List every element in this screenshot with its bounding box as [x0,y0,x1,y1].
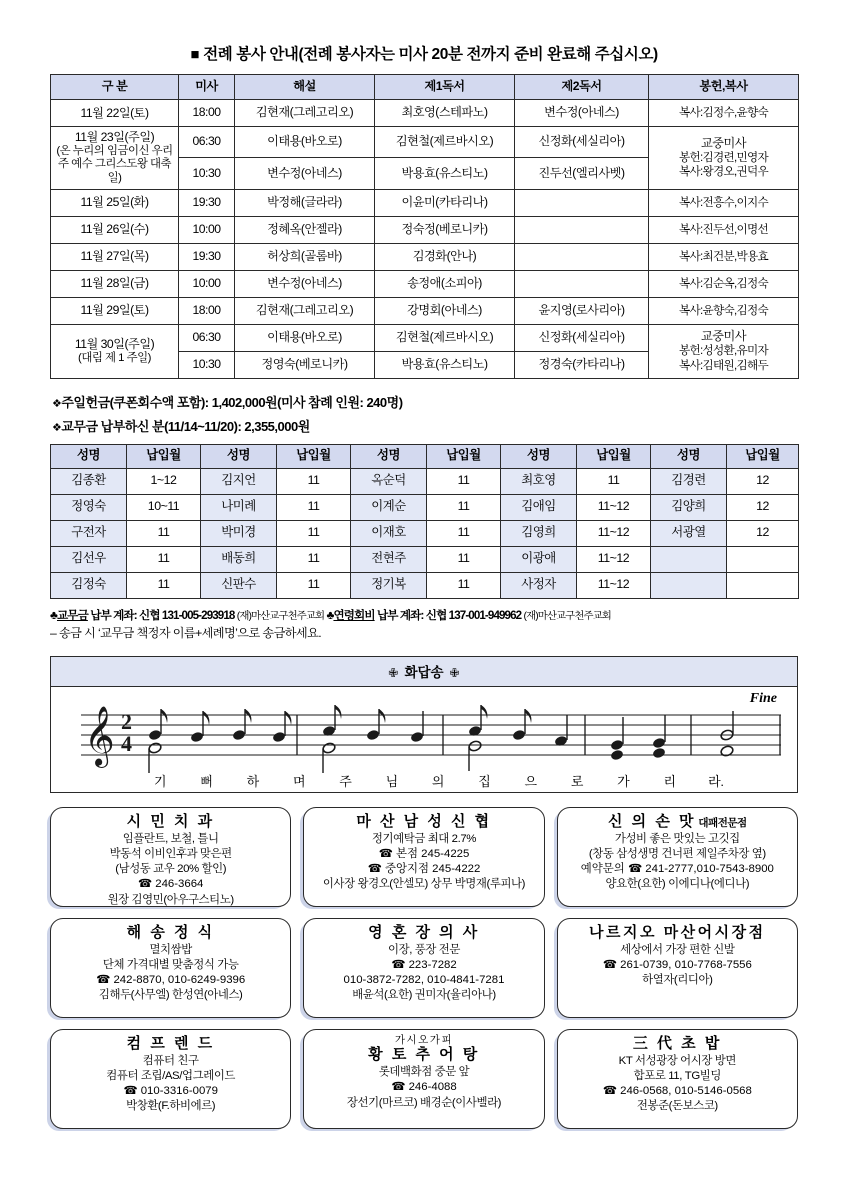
dues-table-body [51,468,799,598]
dues-name-cell: 이계순 [351,494,427,520]
dues-month-cell: 12 [727,468,799,494]
ad-detail-line: 박창환(F.하비에르) [126,1100,216,1113]
liturgy-offering-cell: 교중미사 봉헌:성성환,유미자 복사:김태원,김해두 [649,324,799,378]
dues-col-month: 납입월 [577,444,651,468]
advertisement-card[interactable] [557,807,798,907]
liturgy-col-offering: 봉헌,복사 [649,75,799,100]
ad-detail-line: 정기예탁금 최대 2.7% [371,832,477,845]
liturgy-offering-cell: 복사:윤향숙,김정숙 [649,297,799,324]
liturgy-time-cell: 06:30 [179,127,235,158]
dues-name-cell: 이광애 [501,546,577,572]
liturgy-time-cell: 10:00 [179,270,235,297]
liturgy-reading1-cell: 최호영(스테파노) [375,100,515,127]
dues-name-cell: 정기복 [351,572,427,598]
table-row [51,546,799,572]
dues-name-cell: 전현주 [351,546,427,572]
dues-col-name: 성명 [651,444,727,468]
liturgy-col-mass: 미사 [179,75,235,100]
liturgy-time-cell: 19:30 [179,189,235,216]
liturgy-commentary-cell: 허상희(골롬바) [235,243,375,270]
ad-phone-line: ☎ 246-3664 [137,878,204,891]
liturgy-day-cell: 11월 28일(금) [51,270,179,297]
ad-phone-line: 예약문의 ☎ 241-2777,010-7543-8900 [580,863,774,876]
hymn-lyric-syllable: 며 [292,773,306,789]
ad-detail-line: 임플란트, 보철, 틀니 [122,832,219,845]
ad-phone-line: ☎ 중앙지점 245-4222 [367,863,481,876]
responsorial-psalm-section [50,656,798,793]
table-row [51,270,799,297]
dues-month-cell: 11 [277,546,351,572]
ad-name-suffix: 대패전문점 [695,816,747,829]
liturgy-reading2-cell: 진두선(엘리사벳) [515,158,649,189]
liturgy-reading1-cell: 박용효(유스티노) [375,351,515,378]
diamond-bullet-icon: ❖ [52,421,62,434]
dues-name-cell: 신판수 [201,572,277,598]
memorial-fee-number: 납부 계좌: 신협 137-001-949962 [374,608,524,622]
liturgy-reading2-cell: 정경숙(카타리나) [515,351,649,378]
hymn-lyrics [51,771,797,790]
advertisement-card[interactable] [50,918,291,1018]
advertisement-card[interactable] [303,1029,544,1129]
ad-detail-line: 양요한(요한) 이에디나(에디나) [605,878,750,891]
liturgy-reading1-cell: 김경화(안나) [375,243,515,270]
dues-col-name: 성명 [351,444,427,468]
ad-detail-line: 원장 김영민(아우구스티노) [107,893,234,906]
dues-month-cell: 10~11 [127,494,201,520]
ad-detail-line: KT 서성광장 어시장 방면 [618,1054,736,1067]
liturgy-table-header-row [51,75,799,100]
liturgy-offering-cell: 복사:전흥수,이지수 [649,189,799,216]
ad-phone-line: ☎ 본점 245-4225 [378,847,470,860]
ad-detail-line: 컴퓨터 친구 [142,1054,199,1067]
hymn-lyric-syllable: 라. [708,773,724,789]
liturgy-day-cell: 11월 26일(수) [51,216,179,243]
liturgy-col-reading2: 제2독서 [515,75,649,100]
ad-detail-line: 세상에서 가장 편한 신발 [620,943,735,956]
liturgy-reading1-cell: 송정애(소피아) [375,270,515,297]
ad-business-name: 황 토 추 어 탕 [368,1046,480,1064]
filled-square-icon: ◾ [190,46,200,61]
dues-name-cell: 김애임 [501,494,577,520]
liturgy-reading1-cell: 이윤미(카타리나) [375,189,515,216]
liturgy-reading2-cell [515,270,649,297]
dues-month-cell: 11~12 [577,520,651,546]
memorial-fee-org: (재)마산교구천주교회 [523,610,611,622]
advertisement-card[interactable] [50,1029,291,1129]
table-row [51,494,799,520]
dues-col-name: 성명 [201,444,277,468]
dues-name-cell: 김양희 [651,494,727,520]
liturgy-commentary-cell: 변수정(아네스) [235,270,375,297]
ad-detail-line: 김해두(사무엘) 한성연(아네스) [98,989,243,1002]
liturgy-day-cell: 11월 23일(주일) (온 누리의 임금이신 우리 주 예수 그리스도왕 대축일) [51,127,179,190]
dues-month-cell: 11 [127,572,201,598]
advertisement-card[interactable] [557,918,798,1018]
table-row [51,297,799,324]
table-row [51,189,799,216]
dues-month-cell: 11 [277,494,351,520]
ad-business-name: 컴 프 렌 드 [126,1034,215,1052]
ad-business-name: 해 송 정 식 [126,923,215,941]
dues-name-cell: 김영희 [501,520,577,546]
liturgy-reading1-cell: 박용효(유스티노) [375,158,515,189]
liturgy-offering-cell: 교중미사 봉헌:김경련,민영자 복사:왕경오,권덕우 [649,127,799,190]
liturgy-time-cell: 10:00 [179,216,235,243]
ad-phone-line: ☎ 010-3316-0079 [123,1085,218,1098]
dues-month-cell: 11 [577,468,651,494]
hymn-lyric-syllable: 주 [339,773,352,789]
dues-name-cell: 사정자 [501,572,577,598]
liturgy-time-cell: 19:30 [179,243,235,270]
ad-detail-line: 장선기(마르코) 배경순(이사벨라) [346,1096,502,1109]
ad-detail-line: 단체 가격대별 맞춤정식 가능 [102,958,239,971]
dues-month-cell: 11 [277,468,351,494]
dues-col-name: 성명 [501,444,577,468]
note-church-dues-text: 교무금 납부하신 분(11/14~11/20): 2,355,000원 [61,418,310,434]
table-row [51,100,799,127]
liturgy-col-commentary: 해설 [235,75,375,100]
advertisement-card[interactable] [303,807,544,907]
hymn-lyric-syllable: 가 [617,773,630,789]
liturgy-day-cell: 11월 29일(토) [51,297,179,324]
ad-detail-line: 010-3872-7282, 010-4841-7281 [343,974,505,987]
ad-detail-line: 롯데백화점 중문 앞 [378,1066,470,1079]
advertisement-row [50,807,798,907]
dues-payers-table [50,444,799,599]
note-church-dues [50,414,798,438]
dues-account-number: 납부 계좌: 신협 131-005-293918 [87,608,237,622]
dues-month-cell: 11 [277,520,351,546]
club-bullet-icon-2: ♣ [326,607,334,622]
advertisement-card[interactable] [557,1029,798,1129]
ad-detail-line: 전봉준(돈보스코) [636,1100,718,1113]
dues-name-cell: 김선우 [51,546,127,572]
liturgy-commentary-cell: 정영숙(베로니카) [235,351,375,378]
liturgy-day-cell: 11월 25일(화) [51,189,179,216]
ad-detail-line: 컴퓨터 조립/AS/업그레이드 [106,1069,236,1082]
liturgy-offering-cell: 복사:김정수,윤향숙 [649,100,799,127]
liturgy-service-table [50,74,799,379]
dues-name-cell: 김종환 [51,468,127,494]
advertisement-row [50,918,798,1018]
svg-text:2: 2 [121,708,132,734]
dues-month-cell: 11 [277,572,351,598]
ad-business-name: 마 산 남 성 신 협 [356,812,492,830]
note-sunday-offering [50,390,798,414]
dues-month-cell: 11~12 [577,572,651,598]
liturgy-commentary-cell: 이태용(바오로) [235,324,375,351]
dues-month-cell: 11 [427,468,501,494]
dues-name-cell [651,572,727,598]
dues-col-name: 성명 [51,444,127,468]
hymn-notation-area [51,687,797,792]
dues-month-cell: 11~12 [577,494,651,520]
ad-business-name: 영 혼 장 의 사 [368,923,480,941]
dues-col-month: 납입월 [427,444,501,468]
ad-detail-line: 합포로 11, TG빌딩 [633,1069,721,1082]
dues-table-header-row [51,444,799,468]
offering-notes [50,390,798,438]
dues-month-cell: 1~12 [127,468,201,494]
liturgy-commentary-cell: 이태용(바오로) [235,127,375,158]
cross-icon-left: ✙ [388,665,399,680]
liturgy-reading2-cell: 신정화(세실리아) [515,324,649,351]
account-info [50,606,798,644]
liturgy-offering-cell: 복사:최건분,박용효 [649,243,799,270]
hymn-lyric-syllable: 하 [246,773,259,789]
advertisement-row [50,1029,798,1129]
ad-detail-line: 이사장 왕경오(안셀모) 상무 박명재(루피나) [322,878,526,891]
dues-month-cell: 11 [427,546,501,572]
liturgy-time-cell: 18:00 [179,297,235,324]
ad-business-name: 시 민 치 과 [126,812,215,830]
liturgy-day-cell: 11월 30일(주일) (대림 제 1 주일) [51,324,179,378]
table-row [51,520,799,546]
dues-month-cell [727,572,799,598]
ad-phone-line: ☎ 246-4088 [391,1081,457,1094]
liturgy-commentary-cell: 박정해(글라라) [235,189,375,216]
liturgy-reading1-cell: 김현철(제르바시오) [375,324,515,351]
table-row [51,216,799,243]
liturgy-col-reading1: 제1독서 [375,75,515,100]
ad-pre-title: 가시오가피 [394,1033,454,1046]
dues-month-cell: 11 [127,520,201,546]
hymn-lyric-syllable: 님 [385,773,398,789]
table-row [51,243,799,270]
ad-detail-line: 멸치쌈밥 [149,943,192,956]
page-title-text: 전례 봉사 안내(전례 봉사자는 미사 20분 전까지 준비 완료해 주십시오) [203,46,658,63]
ad-business-name: 신 의 손 맛 대패전문점 [608,812,747,830]
hymn-lyric-syllable: 리 [663,773,676,789]
ad-detail-line: 배윤석(요한) 권미자(율리아나) [352,989,496,1002]
dues-name-cell: 김경련 [651,468,727,494]
hymn-heading-text: 화답송 [404,664,444,680]
dues-name-cell: 김정숙 [51,572,127,598]
hymn-heading [51,657,797,687]
dues-name-cell: 나미례 [201,494,277,520]
cross-icon-right: ✙ [449,665,460,680]
liturgy-reading2-cell [515,189,649,216]
table-row [51,324,799,351]
ad-phone-line: ☎ 261-0739, 010-7768-7556 [602,958,752,971]
dues-col-month: 납입월 [127,444,201,468]
dues-name-cell: 옥순덕 [351,468,427,494]
dues-month-cell: 11 [127,546,201,572]
dues-name-cell [651,546,727,572]
liturgy-commentary-cell: 김현재(그레고리오) [235,297,375,324]
table-row [51,468,799,494]
liturgy-reading2-cell [515,243,649,270]
liturgy-commentary-cell: 김현재(그레고리오) [235,100,375,127]
hymn-lyric-syllable: 으 [524,773,537,789]
liturgy-reading2-cell: 신정화(세실리아) [515,127,649,158]
ad-phone-line: ☎ 242-8870, 010-6249-9396 [96,974,246,987]
hymn-lyric-syllable: 뻐 [200,773,213,789]
dues-month-cell: 11~12 [577,546,651,572]
liturgy-reading2-cell [515,216,649,243]
ad-detail-line: 박동석 이비인후과 맞은편 [109,847,232,860]
account-line-instruction: – 송금 시 ‘교무금 책정자 이름+세례명’으로 송금하세요. [50,626,322,641]
hymn-lyric-syllable: 로 [570,773,584,789]
dues-name-cell: 이재호 [351,520,427,546]
ad-detail-line: 이장, 풍장 전문 [388,943,460,956]
diamond-bullet-icon: ❖ [52,397,62,410]
liturgy-reading2-cell: 변수정(아네스) [515,100,649,127]
advertisement-card[interactable] [50,807,291,907]
advertisements-section [50,807,798,1129]
ad-detail-line: 가성비 좋은 맛있는 고깃집 [614,832,740,845]
liturgy-reading2-cell: 윤지영(로사리아) [515,297,649,324]
hymn-lyric-syllable: 기 [154,773,167,789]
dues-month-cell: 11 [427,572,501,598]
liturgy-offering-cell: 복사:김순옥,김정숙 [649,270,799,297]
memorial-fee-label: 연령회비 [333,608,375,622]
dues-col-month: 납입월 [727,444,799,468]
liturgy-time-cell: 10:30 [179,158,235,189]
liturgy-time-cell: 18:00 [179,100,235,127]
ad-business-name: 三 代 초 밥 [632,1034,722,1052]
liturgy-time-cell: 06:30 [179,324,235,351]
advertisement-card[interactable] [303,918,544,1018]
dues-name-cell: 박미경 [201,520,277,546]
liturgy-table-body [51,100,799,379]
dues-name-cell: 김지언 [201,468,277,494]
table-row [51,127,799,158]
dues-month-cell: 11 [427,494,501,520]
ad-detail-line: 하열자(리디아) [642,974,713,987]
dues-month-cell: 12 [727,494,799,520]
dues-name-cell: 배동희 [201,546,277,572]
liturgy-day-cell: 11월 27일(목) [51,243,179,270]
note-sunday-offering-text: 주일헌금(쿠폰회수액 포함): 1,402,000원(미사 참례 인원: 240명) [61,394,403,410]
liturgy-reading1-cell: 강명회(아네스) [375,297,515,324]
liturgy-col-division: 구 분 [51,75,179,100]
liturgy-commentary-cell: 변수정(아네스) [235,158,375,189]
club-bullet-icon: ♣ [50,607,57,622]
page-title [50,0,798,74]
dues-month-cell: 12 [727,520,799,546]
liturgy-commentary-cell: 정혜옥(안젤라) [235,216,375,243]
liturgy-day-cell: 11월 22일(토) [51,100,179,127]
ad-detail-line: (창동 삼성생명 건너편 제일주차장 옆) [588,847,766,860]
ad-business-name: 나르지오 마산어시장점 [589,923,766,941]
liturgy-reading1-cell: 정숙정(베로니카) [375,216,515,243]
dues-month-cell [727,546,799,572]
dues-account-label: 교무금 [56,608,88,622]
dues-col-month: 납입월 [277,444,351,468]
ad-detail-line: (남성동 교우 20% 할인) [115,863,227,876]
svg-text:𝄞: 𝄞 [84,705,115,766]
liturgy-reading1-cell: 김현철(제르바시오) [375,127,515,158]
dues-name-cell: 정영숙 [51,494,127,520]
account-line-primary [50,606,798,625]
liturgy-time-cell: 10:30 [179,351,235,378]
ad-phone-line: ☎ 223-7282 [391,958,457,971]
table-row [51,572,799,598]
dues-month-cell: 11 [427,520,501,546]
hymn-lyric-syllable: 의 [431,773,445,789]
fine-marking: Fine [749,690,777,706]
dues-name-cell: 구전자 [51,520,127,546]
dues-name-cell: 최호영 [501,468,577,494]
dues-name-cell: 서광열 [651,520,727,546]
dues-account-org: (재)마산교구천주교회 [236,610,325,622]
svg-text:4: 4 [121,730,132,756]
hymn-lyric-syllable: 집 [478,773,491,789]
ad-phone-line: ☎ 246-0568, 010-5146-0568 [602,1085,752,1098]
liturgy-offering-cell: 복사:진두선,이명선 [649,216,799,243]
